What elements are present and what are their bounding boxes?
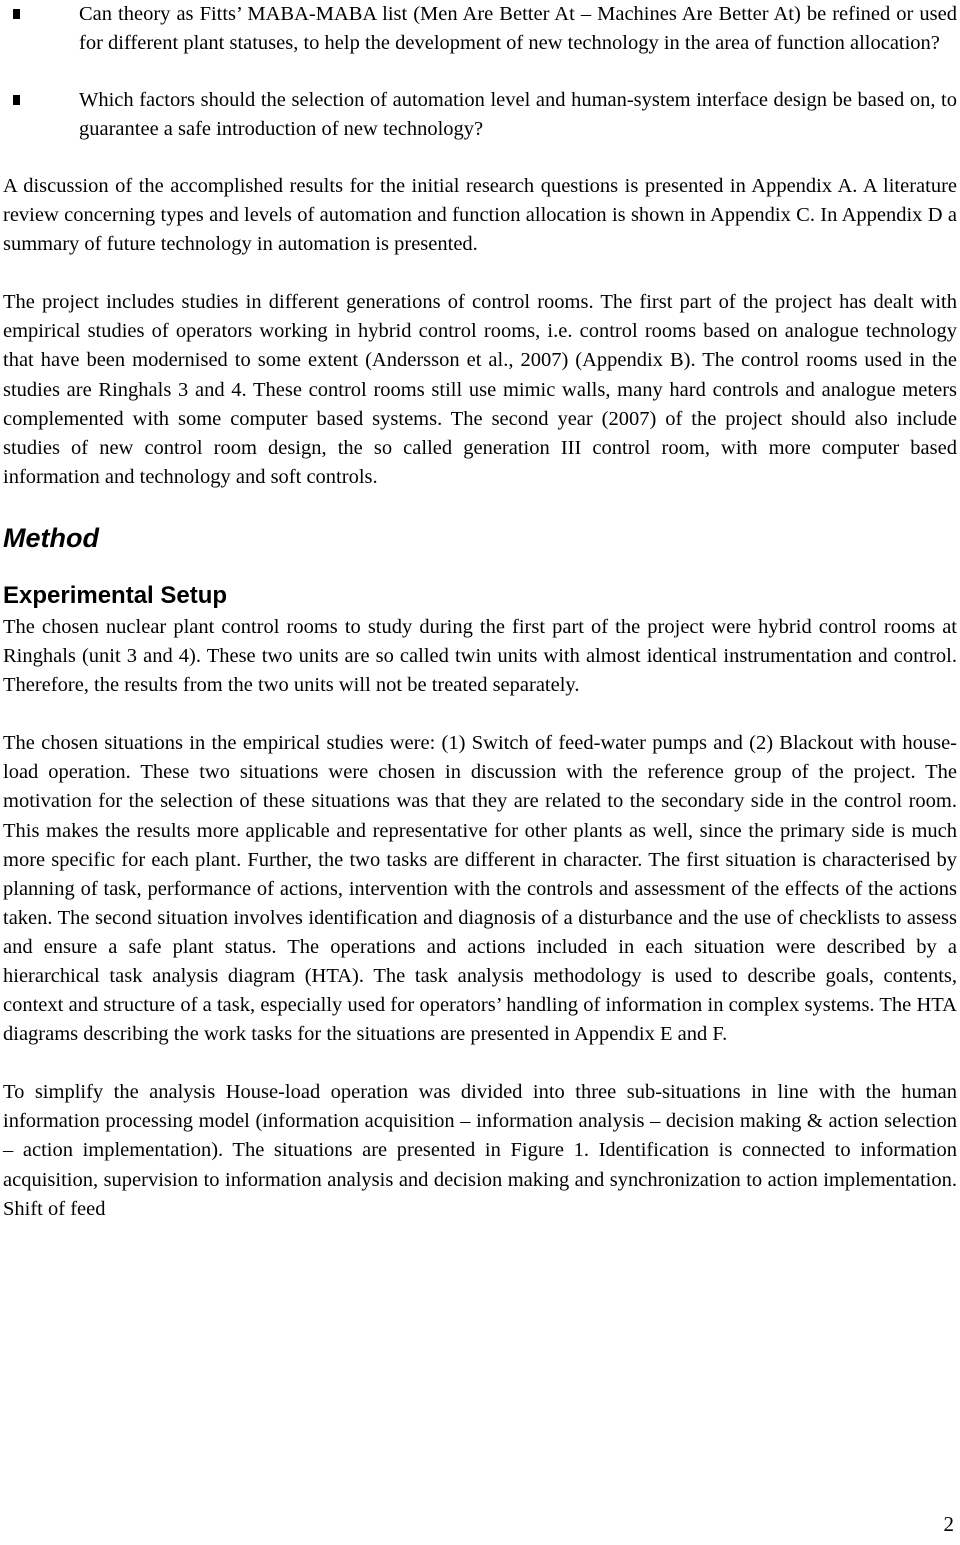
bullet-text: Which factors should the selection of automation level and human-system interface design be based on, to guarantee a safe introduction of new technology? <box>79 89 957 140</box>
body-paragraph: A discussion of the accomplished results for the initial research questions is presented in Appendix A. A literature review concerning types and levels of automation and function allocation is shown in Appendix C. In Appendix D a summary of future technology in automation is presented. <box>3 175 957 256</box>
body-paragraph: To simplify the analysis House-load operation was divided into three sub-situations in line with the human information processing model (information acquisition – information analysis – decision making & action selection – action implementation). The situations are presented in Figure 1. Identification is connected to information acquisition, supervision to information analysis and decision making and synchronization to action implementation. Shift of feed <box>3 1081 957 1220</box>
section-heading: Method <box>3 522 99 553</box>
body-paragraph: The chosen nuclear plant control rooms to study during the first part of the project were hybrid control rooms at Ringhals (unit 3 and 4). These two units are so called twin units with almost identical instrumentation and control. Therefore, the results from the two units will not be treated separately. <box>3 615 957 697</box>
bullet-list-item <box>3 0 957 58</box>
bullet-list-item <box>3 86 957 144</box>
page-number: 2 <box>943 1512 954 1536</box>
body-paragraph: The project includes studies in different generations of control rooms. The first part of the project has dealt with empirical studies of operators working in hybrid control rooms, i.e. control rooms based on analogue technology that have been modernised to some extent (Andersson et al., 2007) (Appendix B). The control rooms used in the studies are Ringhals 3 and 4. These control rooms still use mimic walls, many hard controls and analogue meters complemented with some computer based systems. The second year (2007) of the project should also include studies of new control room design, the so called generation III control room, with more computer based information and technology and soft controls. <box>3 291 957 488</box>
subsection-heading: Experimental Setup <box>3 581 228 609</box>
square-bullet-icon <box>13 9 20 19</box>
square-bullet-icon <box>13 95 20 105</box>
document-page <box>3 0 957 1224</box>
body-paragraph: The chosen situations in the empirical studies were: (1) Switch of feed-water pumps and (2) Blackout with house-load operation. These two situations were chosen in discussion with the reference group of the project. The motivation for the selection of these situations was that they are related to the secondary side in the control room. This makes the results more applicable and representative for other plants as well, since the primary side is much more specific for each plant. Further, the two tasks are different in character. The first situation is characterised by planning of task, performance of actions, intervention with the controls and assessment of the effects of the actions taken. The second situation involves identification and diagnosis of a disturbance and the use of checklists to assess and ensure a safe plant status. The operations and actions included in each situation were described by a hierarchical task analysis diagram (HTA). The task analysis methodology is used to describe goals, contents, context and structure of a task, especially used for operators’ handling of information in complex systems. The HTA diagrams describing the work tasks for the situations are presented in Appendix E and F. <box>3 732 957 1046</box>
bullet-text: Can theory as Fitts’ MABA-MABA list (Men Are Better At – Machines Are Better At) be refined or used for different plant statuses, to help the development of new technology in the area of function allocation? <box>79 3 957 54</box>
